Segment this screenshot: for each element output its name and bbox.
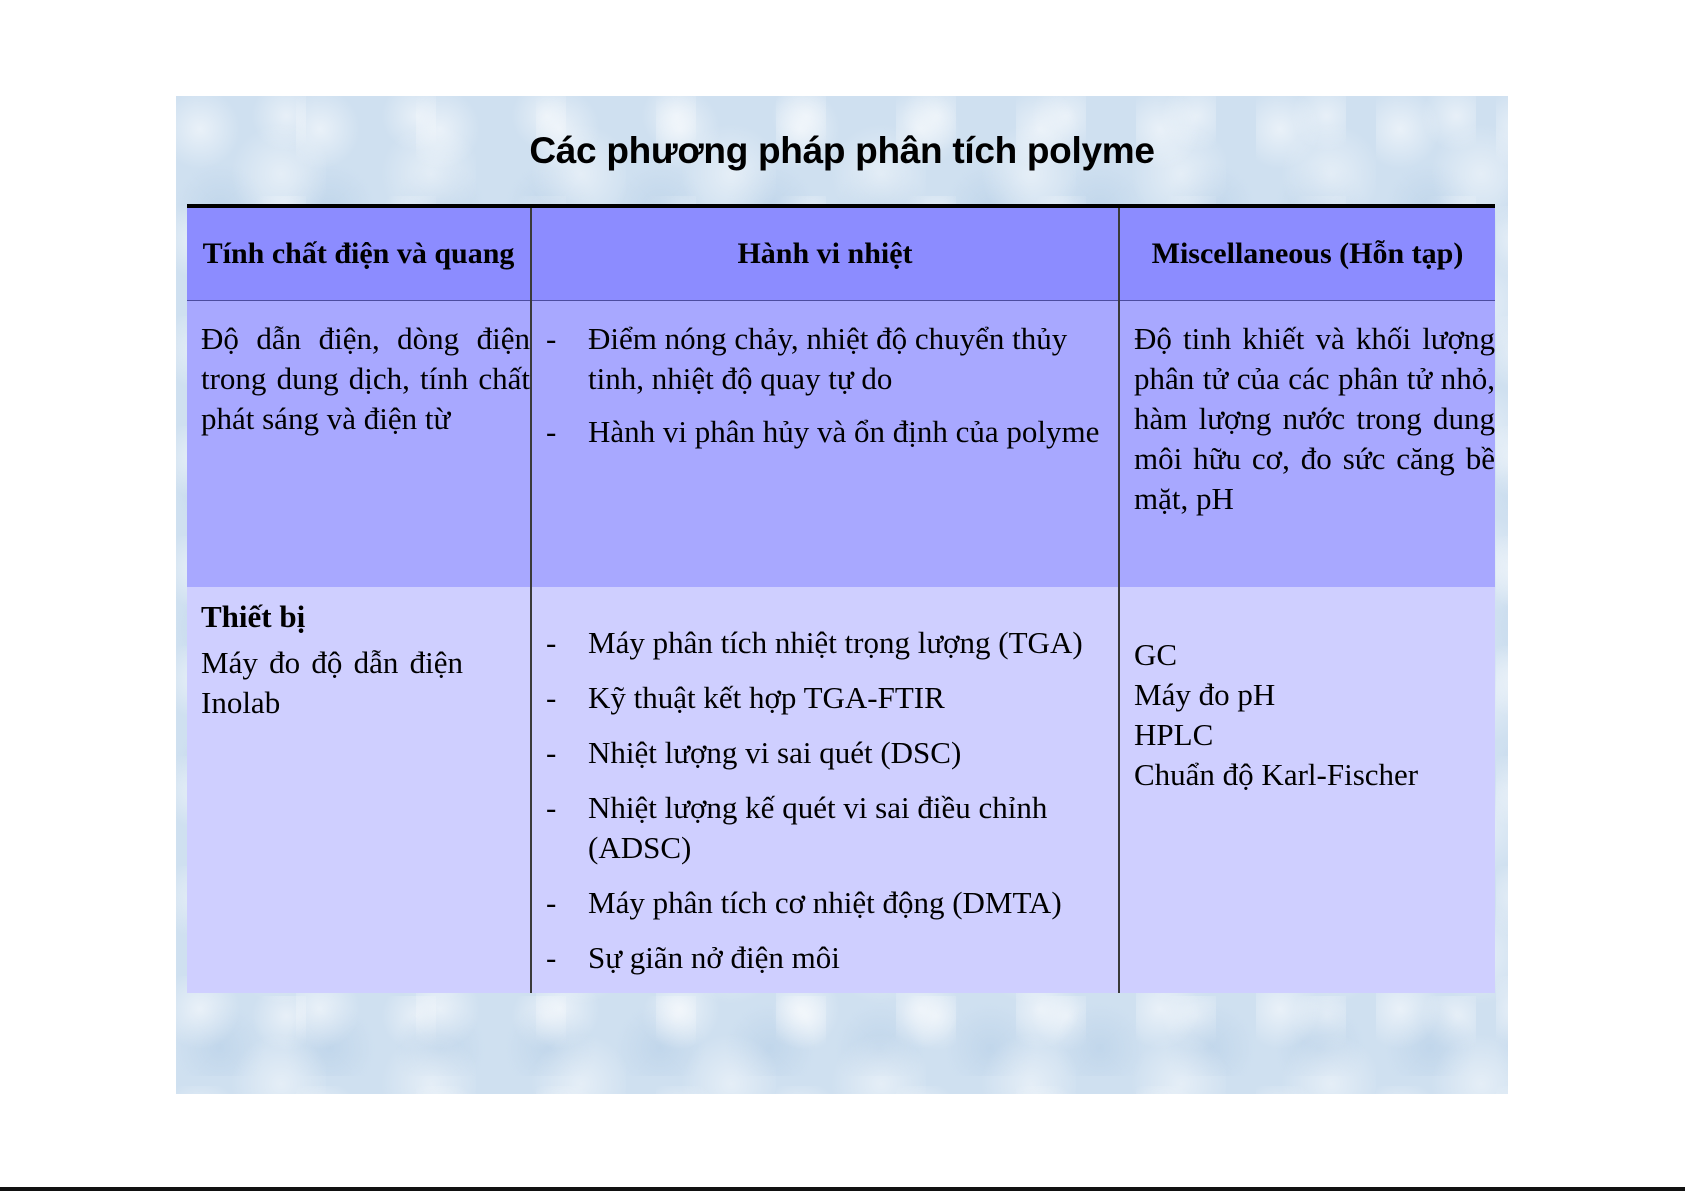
misc-properties-text: Độ tinh khiết và khối lượng phân tử của các phân tử nhỏ, hàm lượng nước trong dung môi hữu cơ, đo sức căng bề mặt, pH bbox=[1134, 321, 1495, 516]
list-item: - Sự giãn nở điện môi bbox=[546, 940, 840, 975]
thermal-properties-list bbox=[546, 319, 1118, 452]
list-item: GC bbox=[1134, 637, 1178, 672]
methods-table bbox=[187, 204, 1495, 993]
cell-misc-properties bbox=[1119, 301, 1495, 588]
slide bbox=[176, 96, 1508, 1094]
equipment-label: Thiết bị bbox=[201, 599, 306, 634]
thermal-equipment-list bbox=[546, 597, 1118, 978]
cell-misc-equipment bbox=[1119, 587, 1495, 993]
list-item: Máy đo pH bbox=[1134, 677, 1276, 712]
table-row-properties bbox=[187, 301, 1495, 588]
list-item: - Máy phân tích nhiệt trọng lượng (TGA) bbox=[546, 625, 1083, 660]
list-item: - Nhiệt lượng vi sai quét (DSC) bbox=[546, 735, 962, 770]
misc-equipment-list bbox=[1134, 597, 1495, 795]
list-item: - Hành vi phân hủy và ổn định của polyme bbox=[546, 414, 1100, 449]
slide-title: Các phương pháp phân tích polyme bbox=[529, 130, 1155, 171]
cell-thermal-equipment bbox=[531, 587, 1119, 993]
list-item: - Nhiệt lượng kế quét vi sai điều chỉnh (ADSC) bbox=[546, 790, 1048, 865]
list-item: - Kỹ thuật kết hợp TGA-FTIR bbox=[546, 680, 945, 715]
list-item: HPLC bbox=[1134, 717, 1214, 752]
page-bottom-rule bbox=[0, 1187, 1685, 1191]
list-item: - Điểm nóng chảy, nhiệt độ chuyển thủy tinh, nhiệt độ quay tự do bbox=[546, 321, 1068, 396]
list-item: Chuẩn độ Karl-Fischer bbox=[1134, 757, 1419, 792]
cell-electrical-optical-properties bbox=[187, 301, 531, 588]
header-electrical-optical: Tính chất điện và quang bbox=[187, 206, 531, 301]
header-miscellaneous: Miscellaneous (Hỗn tạp) bbox=[1119, 206, 1495, 301]
electrical-equipment-text: Máy đo độ dẫn điện Inolab bbox=[201, 645, 463, 720]
header-row bbox=[187, 206, 1495, 301]
table-row-equipment bbox=[187, 587, 1495, 993]
cell-electrical-equipment bbox=[187, 587, 531, 993]
cell-thermal-properties bbox=[531, 301, 1119, 588]
electrical-optical-text: Độ dẫn điện, dòng điện trong dung dịch, tính chất phát sáng và điện từ bbox=[201, 321, 530, 436]
header-thermal-behavior: Hành vi nhiệt bbox=[531, 206, 1119, 301]
list-item: - Máy phân tích cơ nhiệt động (DMTA) bbox=[546, 885, 1062, 920]
